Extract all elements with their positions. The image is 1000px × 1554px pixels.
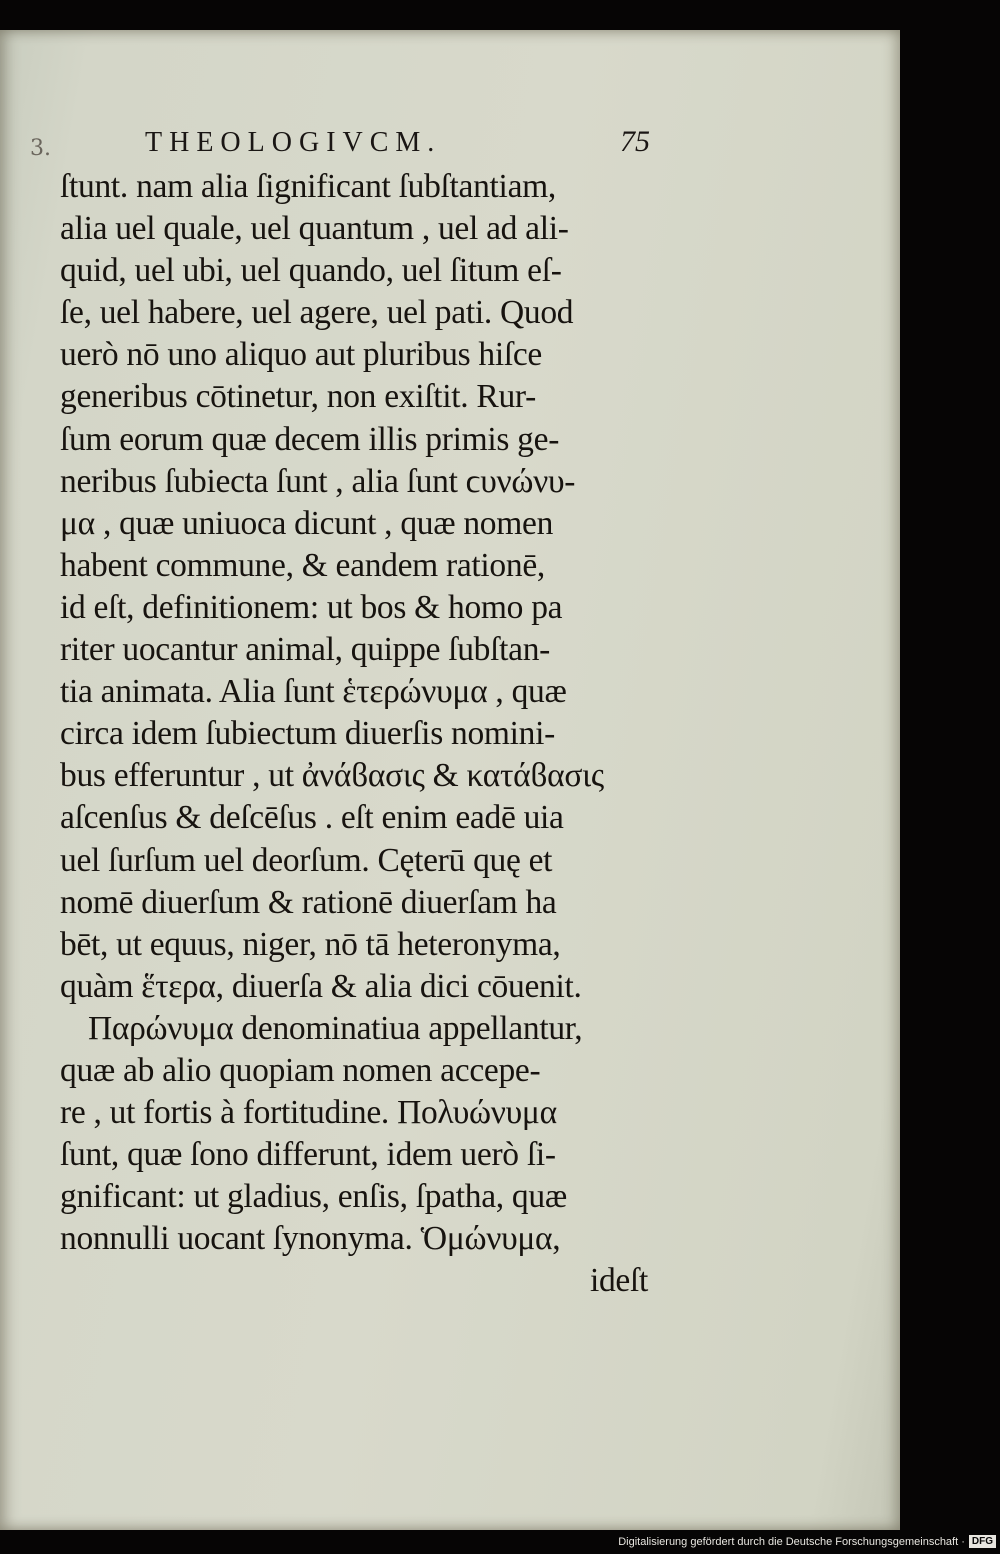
text-line: uerò nō uno aliquo aut pluribus hiſce — [60, 336, 542, 374]
text-line: gnificant: ut gladius, enſis, ſpatha, quæ — [60, 1178, 567, 1216]
dfg-logo: DFG — [969, 1535, 996, 1548]
text-line: habent commune, & eandem rationē, — [60, 546, 545, 584]
text-line: Παρώνυμα denominatiua appellantur, — [88, 1009, 583, 1047]
text-line: circa idem ſubiectum diuerſis nomini- — [60, 715, 555, 753]
text-line: generibus cōtinetur, non exiſtit. Rur- — [60, 378, 536, 416]
text-line: nomē diuerſum & rationē diuerſam ha — [60, 883, 557, 921]
credit-text: Digitalisierung gefördert durch die Deutsche Forschungsgemeinschaft · — [618, 1535, 965, 1548]
text-line: uel ſurſum uel deorſum. Cęterū quę et — [60, 841, 553, 879]
text-line: nonnulli uocant ſynonyma. Ὁμώνυμα, — [60, 1220, 561, 1258]
margin-mark: 3. — [30, 136, 51, 161]
running-head: THEOLOGIVCM. — [145, 127, 442, 158]
text-line: quàm ἕτερα, diuerſa & alia dici cōuenit. — [60, 967, 582, 1005]
text-line: neribus ſubiecta ſunt , alia ſunt ϲυνώνυ- — [60, 462, 576, 500]
text-line: μα , quæ uniuoca dicunt , quæ nomen — [60, 504, 554, 542]
text-line: aſcenſus & deſcēſus . eſt enim eadē uia — [60, 799, 564, 837]
text-line: id eſt, definitionem: ut bos & homo pa — [60, 588, 563, 626]
body-text — [60, 166, 660, 1303]
text-line: ſunt, quæ ſono differunt, idem uerò ſi- — [60, 1136, 556, 1174]
page-header — [145, 127, 650, 167]
text-line: tia animata. Alia ſunt ἑτερώνυμα , quæ — [60, 673, 567, 711]
catchword: ideſt — [589, 1262, 648, 1300]
text-line: ſum eorum quæ decem illis primis ge- — [60, 420, 560, 458]
text-line: alia uel quale, uel quantum , uel ad ali- — [60, 210, 569, 248]
text-line: bus efferuntur , ut ἀνάϐασις & κατάϐασις — [60, 757, 604, 795]
text-line: quid, uel ubi, uel quando, uel ſitum eſ- — [60, 252, 562, 290]
text-line: ſe, uel habere, uel agere, uel pati. Quod — [60, 294, 574, 332]
text-line: re , ut fortis à fortitudine. Πολυώνυμα — [60, 1094, 557, 1132]
text-line: bēt, ut equus, niger, nō tā heteronyma, — [60, 925, 561, 963]
text-line: riter uocantur animal, quippe ſubſtan- — [60, 631, 551, 669]
digitization-credit — [618, 1535, 996, 1548]
page-number: 75 — [620, 125, 650, 158]
text-line: ſtunt. nam alia ſignificant ſubſtantiam, — [60, 168, 556, 205]
text-line: quæ ab alio quopiam nomen accepe- — [60, 1051, 541, 1089]
